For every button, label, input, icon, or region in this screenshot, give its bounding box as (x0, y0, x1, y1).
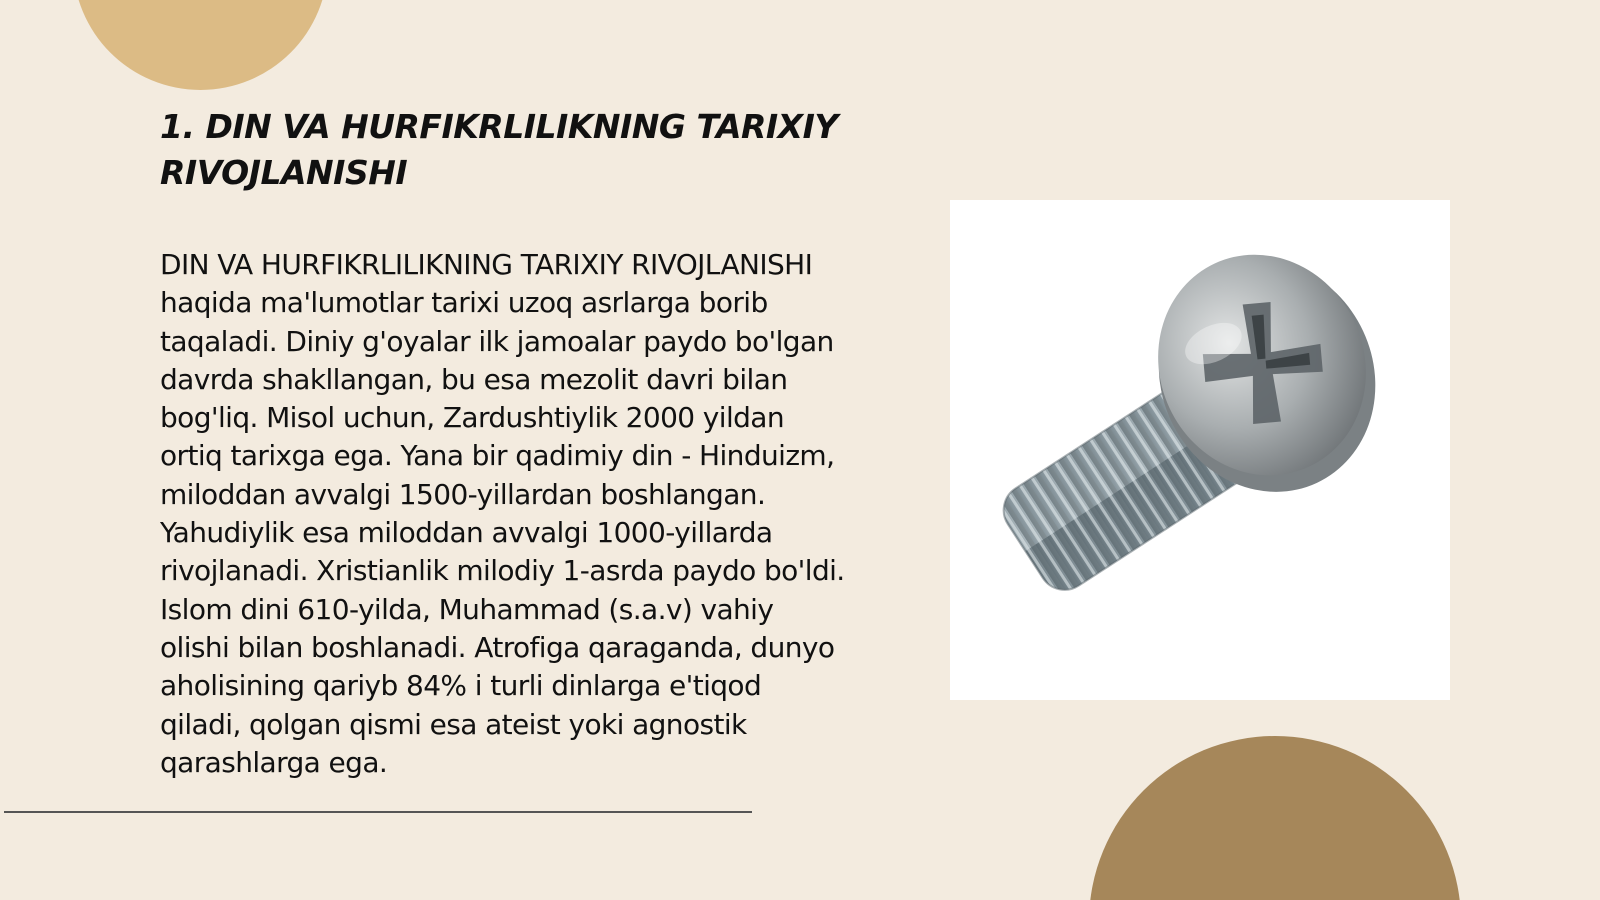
decorative-circle-bottom (1089, 736, 1461, 900)
slide-body-text: DIN VA HURFIKRLILIKNING TARIXIY RIVOJLANISHI haqida ma'lumotlar tarixi uzoq asrlarga borib taqaladi. Diniy g'oyalar ilk jamoalar paydo bo'lgan davrda shakllangan, bu esa mezolit davri bilan bog'liq. Misol uchun, Zardushtiylik 2000 yildan ortiq tarixga ega. Yana bir qadimiy din - Hinduizm, miloddan avvalgi 1500-yillardan boshlangan. Yahudiylik esa miloddan avvalgi 1000-yillarda rivojlanadi. Xristianlik milodiy 1-asrda paydo bo'ldi. Islom dini 610-yilda, Muhammad (s.a.v) vahiy olishi bilan boshlanadi. Atrofiga qaraganda, dunyo aholisining qariyb 84% i turli dinlarga e'tiqod qiladi, qolgan qismi esa ateist yoki agnostik qarashlarga ega. (160, 248, 845, 779)
screw-bolt-icon (950, 200, 1450, 700)
screw-image (950, 200, 1450, 700)
slide-title: 1. DIN VA HURFIKRLILIKNING TARIXIY RIVOJLANISHI (160, 107, 838, 192)
divider-line (4, 811, 752, 813)
decorative-circle-top (73, 0, 328, 90)
